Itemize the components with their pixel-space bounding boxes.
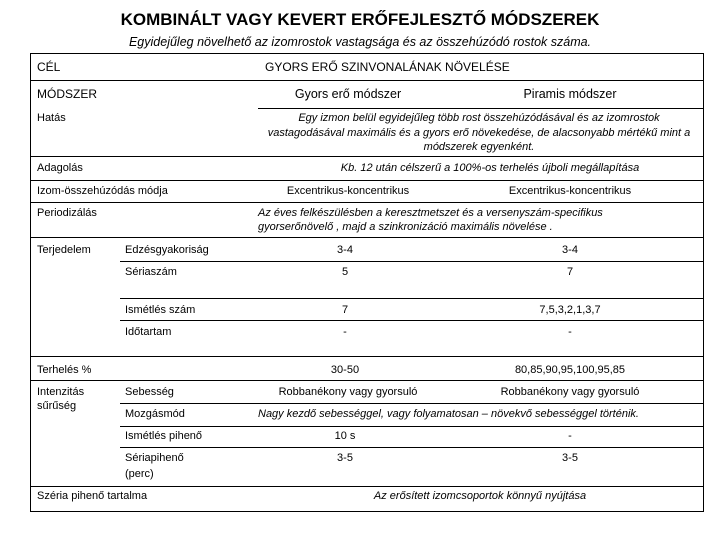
density-label: sűrűség [37, 400, 77, 412]
training-frequency-2: 3-4 [562, 244, 578, 256]
method-label: MÓDSZER [37, 87, 97, 101]
repetition-rest-1: 10 s [334, 430, 356, 442]
method-2-header: Piramis módszer [523, 87, 617, 101]
goal-value: GYORS ERŐ SZINVONALÁNAK NÖVELÉSE [265, 60, 510, 74]
movement-mode-value: Nagy kezdő sebességgel, vagy folyamatosan – növekvő sebességgel történik. [258, 408, 639, 420]
duration-1: - [343, 326, 347, 338]
divider [30, 156, 704, 157]
movement-mode-label: Mozgásmód [125, 408, 185, 420]
page-title: KOMBINÁLT VAGY KEVERT ERŐFEJLESZTŐ MÓDSZEREK [120, 10, 600, 29]
speed-1: Robbanékony vagy gyorsuló [278, 386, 418, 398]
divider [30, 356, 704, 357]
dosage-value: Kb. 12 után célszerű a 100%-os terhelés újboli megállapítása [340, 162, 640, 174]
series-rest-label: Sériapihenő [125, 452, 184, 464]
divider [120, 447, 704, 448]
divider [258, 108, 704, 109]
divider [30, 380, 704, 381]
divider [30, 237, 704, 238]
divider [30, 486, 704, 487]
series-rest-content-label: Széria pihenő tartalma [37, 490, 148, 502]
series-rest-2: 3-5 [562, 452, 578, 464]
series-count-1: 5 [341, 266, 349, 278]
repetition-rest-2: - [568, 430, 572, 442]
training-frequency-1: 3-4 [337, 244, 353, 256]
duration-2: - [568, 326, 572, 338]
contraction-method-1: Excentrikus-koncentrikus [286, 185, 410, 197]
load-percent-1: 30-50 [330, 364, 360, 376]
contraction-method-2: Excentrikus-koncentrikus [508, 185, 632, 197]
series-count-2: 7 [566, 266, 574, 278]
periodization-label: Periodizálás [37, 207, 97, 219]
effect-value: Egy izmon belül egyidejűleg több rost összehúzódásával és az izomrostok vastagodásával maximális és a gyors erő növekedése, de alacsonyabb mértékű mint a módszerek egyenként. [267, 112, 691, 153]
volume-label: Terjedelem [37, 244, 91, 256]
load-percent-label: Terhelés % [37, 364, 92, 376]
series-rest-content-value: Az erősített izomcsoportok könnyű nyújtása [373, 490, 587, 502]
series-rest-1: 3-5 [337, 452, 353, 464]
speed-2: Robbanékony vagy gyorsuló [500, 386, 640, 398]
repetition-count-label: Ismétlés szám [125, 304, 196, 316]
divider [120, 261, 704, 262]
contraction-label: Izom-összehúzódás módja [37, 185, 168, 197]
load-percent-2: 80,85,90,95,100,95,85 [514, 364, 626, 376]
page-subtitle: Egyidejűleg növelhető az izomrostok vastagsága és az összehúzódó rostok száma. [128, 35, 592, 49]
divider [30, 180, 704, 181]
divider [120, 320, 704, 321]
training-frequency-label: Edzésgyakoriság [125, 244, 209, 256]
series-rest-unit: (perc) [125, 468, 154, 480]
intensity-label: Intenzitás [37, 386, 85, 398]
dosage-label: Adagolás [37, 162, 83, 174]
series-count-label: Sériaszám [125, 266, 177, 278]
effect-label: Hatás [37, 112, 66, 124]
divider [30, 80, 704, 81]
repetition-count-1: 7 [341, 304, 349, 316]
speed-label: Sebesség [125, 386, 174, 398]
divider [30, 202, 704, 203]
divider [120, 298, 704, 299]
method-1-header: Gyors erő módszer [294, 87, 402, 101]
divider [120, 426, 704, 427]
repetition-count-2: 7,5,3,2,1,3,7 [539, 304, 601, 316]
duration-label: Időtartam [125, 326, 172, 338]
goal-label: CÉL [37, 60, 61, 74]
divider [120, 403, 704, 404]
repetition-rest-label: Ismétlés pihenő [125, 430, 203, 442]
periodization-value: Az éves felkészülésben a keresztmetszet és a versenyszám-specifikus gyorserőnövelő , majd a szinkronizáció maximális növelése . [258, 207, 603, 233]
